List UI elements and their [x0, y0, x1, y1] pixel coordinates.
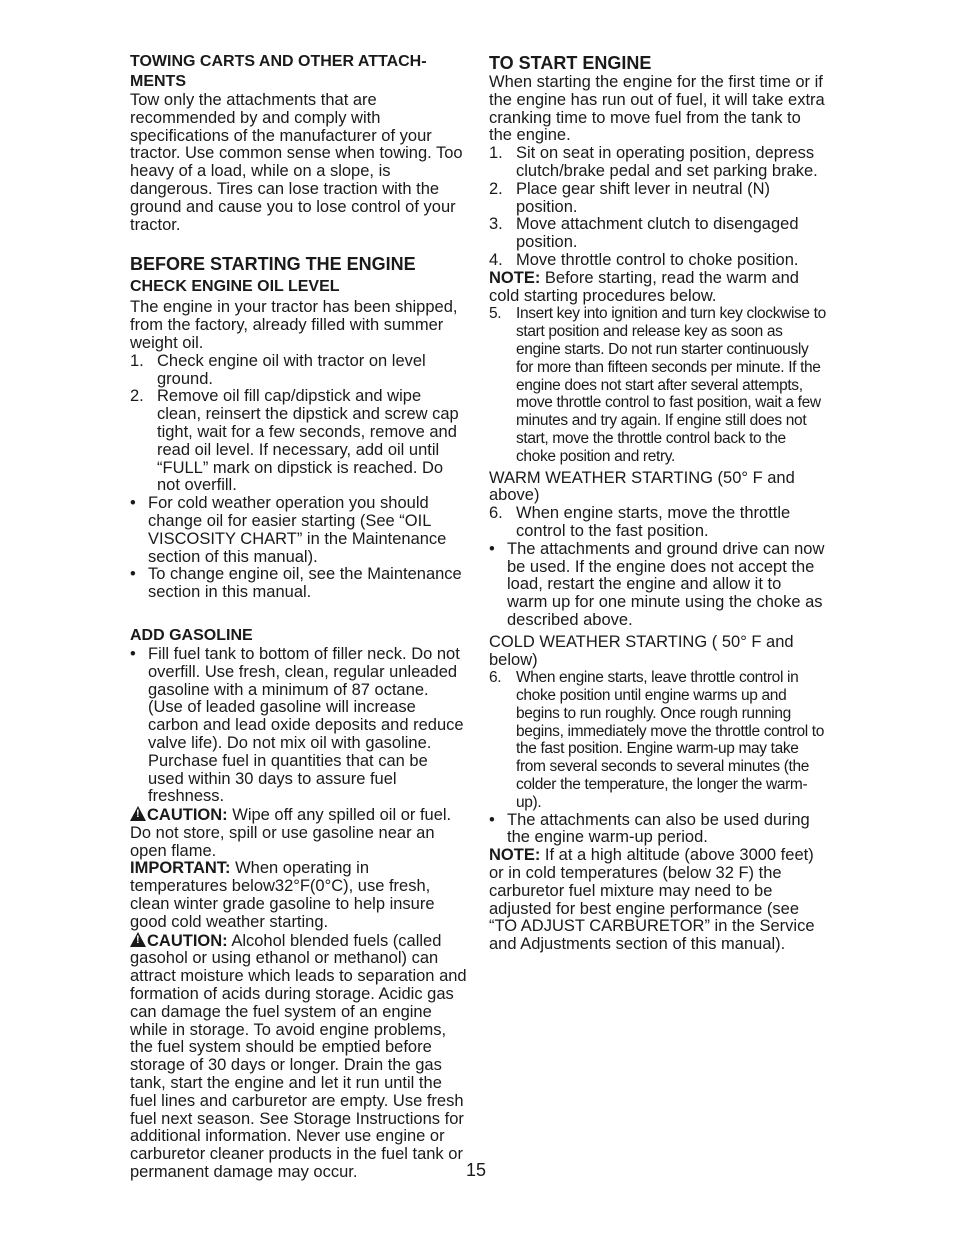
- caution-text: Wipe off any spilled oil or fuel. Do not store, spill or use gasoline near an open flame.: [130, 806, 452, 860]
- step-text: Place gear shift lever in neutral (N) position.: [516, 179, 771, 216]
- cold-step-6: [489, 669, 826, 811]
- caution-alcohol: [130, 932, 467, 1182]
- bullet-mark: •: [489, 539, 495, 558]
- bullet-mark: •: [130, 644, 136, 663]
- start-step-5: [489, 305, 826, 465]
- start-intro: When starting the engine for the first time or if the engine has run out of fuel, it will take extra cranking time to move fuel from the tank to the engine.: [489, 73, 825, 145]
- step-number: 6.: [489, 669, 502, 687]
- towing-body: Tow only the attachments that are recommended by and comply with specifications of the manufacturer of your tractor. Use common sense when towing. Too heavy of a load, while on a slope, is dangerous. Tires can lose traction with the ground and cause you to lose control of your tractor.: [130, 91, 463, 234]
- step-number: 2.: [130, 387, 144, 406]
- cold-weather-heading: COLD WEATHER STARTING ( 50° F and below): [489, 632, 794, 669]
- towing-heading: TOWING CARTS AND OTHER ATTACH-MENTS: [130, 53, 427, 90]
- step-number: 5.: [489, 305, 502, 323]
- left-column: [130, 52, 467, 1182]
- step-number: 4.: [489, 250, 503, 269]
- gasoline-bullet: [130, 646, 467, 806]
- bullet-text: To change engine oil, see the Maintenance section in this manual.: [148, 565, 462, 602]
- step-number: 2.: [489, 179, 503, 198]
- to-start-engine-heading: TO START ENGINE: [489, 53, 652, 73]
- bullet-text: Fill fuel tank to bottom of filler neck. Do not overfill. Use fresh, clean, regular unleaded gasoline with a minimum of 87 octane. (Use of leaded gasoline will increase carbon and lead oxide deposits and reduce valve life). Do not mix oil with gasoline. Purchase fuel in quantities that can be used within 30 days to assure fuel freshness.: [148, 644, 464, 806]
- note-label: NOTE:: [489, 268, 541, 287]
- step-number: 1.: [489, 144, 503, 163]
- note-altitude: [489, 847, 826, 954]
- step-text: Move throttle control to choke position.: [516, 250, 799, 269]
- step-number: 1.: [130, 351, 144, 370]
- bullet-mark: •: [489, 810, 495, 829]
- before-starting-heading: BEFORE STARTING THE ENGINE: [130, 254, 416, 275]
- caution-spill: [130, 806, 467, 860]
- warning-icon: [130, 806, 146, 821]
- bullet-text: The attachments can also be used during the engine warm-up period.: [507, 810, 810, 847]
- caution-label: CAUTION:: [147, 806, 228, 825]
- step-text: When engine starts, move the throttle control to the fast position.: [516, 504, 791, 540]
- note-before-starting: [489, 270, 826, 306]
- oil-bullet-2: [130, 566, 467, 602]
- step-text: When engine starts, leave throttle control in choke position until engine warms up and begins to run roughly. Once rough running begins, immediately move the throttle control to the fast position. Engine warm-up may take from several seconds to several minutes (the colder the temperature, the longer the warm-up).: [516, 669, 824, 811]
- bullet-mark: •: [130, 565, 136, 584]
- start-step-2: [489, 181, 826, 217]
- oil-step-1: [130, 353, 467, 389]
- note-label: NOTE:: [489, 846, 541, 865]
- start-step-3: [489, 216, 826, 252]
- step-text: Check engine oil with tractor on level ground.: [157, 351, 426, 388]
- bullet-text: For cold weather operation you should change oil for easier starting (See “OIL VISCOSITY CHART” in the Maintenance section of this manual).: [148, 494, 447, 566]
- step-number: 3.: [489, 215, 503, 234]
- caution-label: CAUTION:: [147, 931, 228, 950]
- cold-bullet: [489, 812, 826, 848]
- warm-weather-heading: WARM WEATHER STARTING (50° F and above): [489, 468, 795, 505]
- step-number: 6.: [489, 504, 503, 523]
- bullet-mark: •: [130, 494, 136, 513]
- add-gasoline-heading: ADD GASOLINE: [130, 626, 253, 644]
- oil-bullet-1: [130, 495, 467, 566]
- bullet-text: The attachments and ground drive can now be used. If the engine does not accept the load, restart the engine and allow it to warm up for one minute using the choke as described above.: [507, 539, 825, 629]
- note-text: Before starting, read the warm and cold starting procedures below.: [489, 268, 799, 305]
- warm-step-6: [489, 505, 826, 541]
- important-label: IMPORTANT:: [130, 859, 231, 878]
- page-number: 15: [466, 1160, 487, 1180]
- step-text: Move attachment clutch to disengaged position.: [516, 215, 799, 252]
- caution-text: Alcohol blended fuels (called gasohol or using ethanol or methanol) can attract moisture which leads to separation and formation of acids during storage. Acidic gas can damage the fuel system of an engine while in storage. To avoid engine problems, the fuel system should be emptied before storage of 30 days or longer. Drain the gas tank, start the engine and let it run until the fuel lines and carburetor are empty. Use fresh fuel next season. See Storage Instructions for additional information. Never use engine or carburetor cleaner products in the fuel tank or permanent damage may occur.: [130, 931, 467, 1182]
- step-text: Insert key into ignition and turn key clockwise to start position and release key as soon as engine starts. Do not run starter continuously for more than fifteen seconds per minute. If the engine does not start after several attempts, move throttle control to fast position, wait a few minutes and try again. If engine still does not start, move the throttle control back to the choke position and retry.: [516, 305, 826, 465]
- important-note: [130, 860, 467, 931]
- step-text: Sit on seat in operating position, depress clutch/brake pedal and set parking brake.: [516, 144, 818, 180]
- warm-bullet: [489, 541, 826, 630]
- oil-step-2: [130, 388, 467, 495]
- important-text: When operating in temperatures below32°F(0°C), use fresh, clean winter grade gasoline to help insure good cold weather starting.: [130, 859, 435, 931]
- oil-intro: The engine in your tractor has been shipped, from the factory, already filled with summer weight oil.: [130, 298, 458, 352]
- start-step-1: [489, 145, 826, 181]
- right-column: [489, 52, 826, 954]
- note-text: If at a high altitude (above 3000 feet) or in cold temperatures (below 32 F) the carburetor fuel mixture may need to be adjusted for best engine performance (see “TO ADJUST CARBURETOR” in the Service and Adjustments section of this manual).: [489, 846, 815, 954]
- check-oil-heading: CHECK ENGINE OIL LEVEL: [130, 278, 340, 296]
- warning-icon: [130, 932, 146, 947]
- step-text: Remove oil fill cap/dipstick and wipe clean, reinsert the dipstick and screw cap tight, wait for a few seconds, remove and read oil level. If necessary, add oil until “FULL” mark on dipstick is reached. Do not overfill.: [157, 387, 459, 495]
- start-step-4: [489, 252, 826, 270]
